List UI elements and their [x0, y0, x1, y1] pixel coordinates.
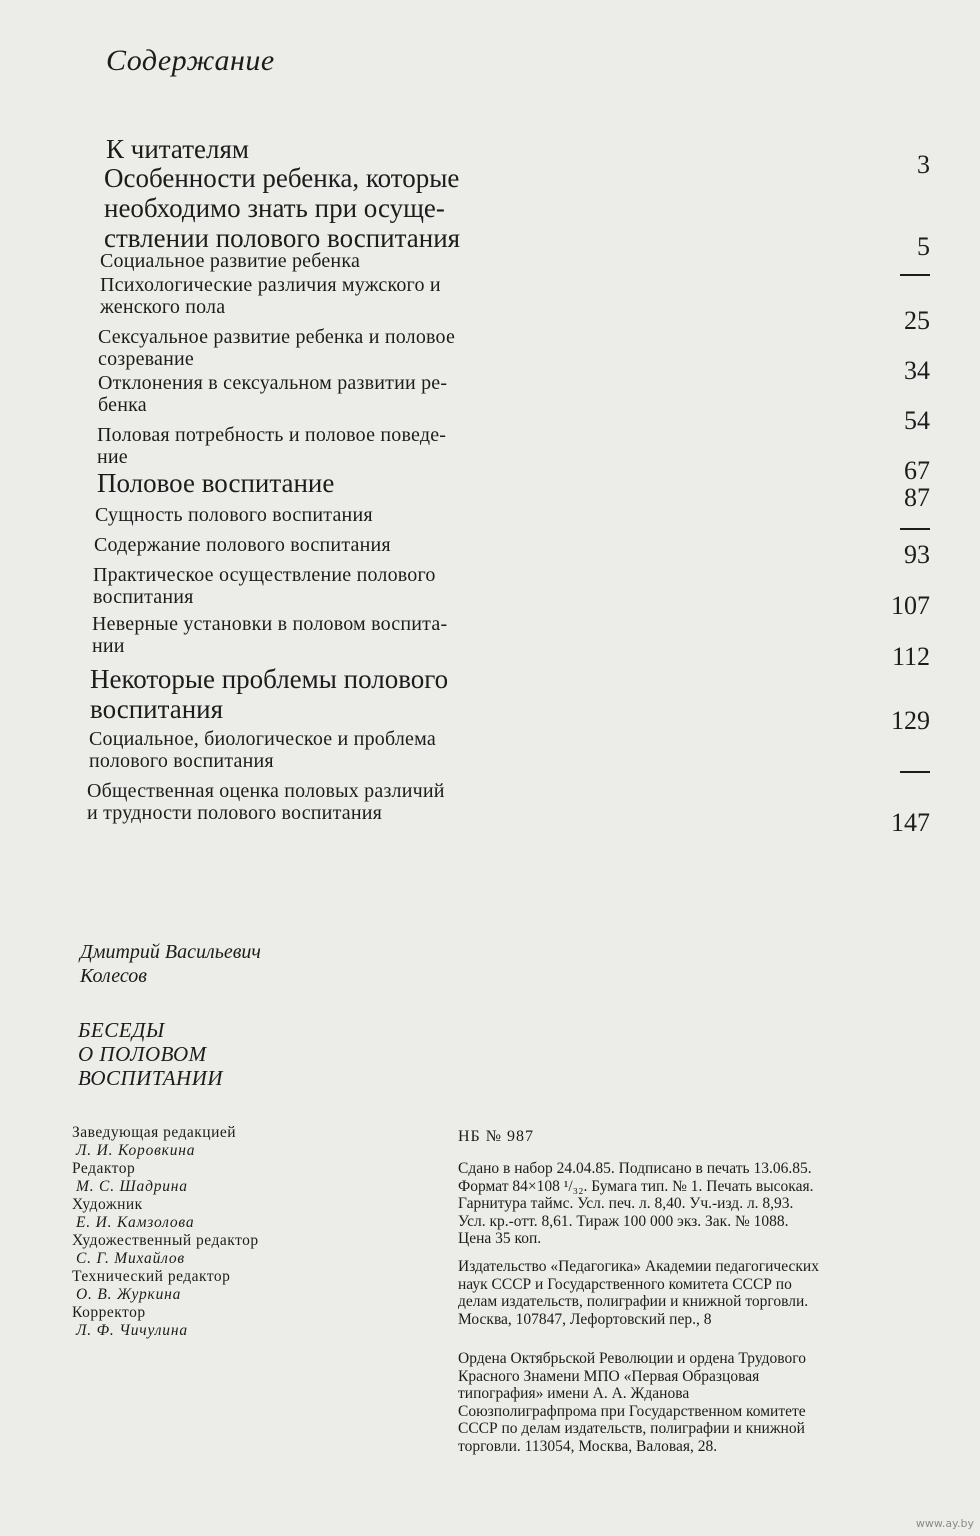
- toc-title: Содержание: [106, 44, 275, 77]
- toc-page-number: 5: [917, 232, 930, 261]
- toc-entry-title: [97, 424, 446, 468]
- toc-page-number: 107: [891, 591, 930, 620]
- toc-page-number: 93: [904, 540, 930, 569]
- toc-entry-line: ствлении полового воспитания: [104, 223, 461, 253]
- staff-person: Е. И. Камзолова: [76, 1214, 195, 1231]
- toc-entry-title: [90, 664, 448, 724]
- toc-page-number: 3: [917, 150, 930, 179]
- printer-block: [458, 1350, 806, 1455]
- toc-entry-line: Отклонения в сексуальном развитии ре-: [98, 372, 448, 394]
- toc-entry-line: Содержание полового воспитания: [94, 534, 391, 556]
- book-title-line: БЕСЕДЫ: [78, 1018, 165, 1042]
- staff-person: О. В. Журкина: [76, 1286, 182, 1303]
- imprint-line: Сдано в набор 24.04.85. Подписано в печать 13.06.85.: [458, 1160, 812, 1177]
- book-title-line: О ПОЛОВОМ: [78, 1042, 207, 1066]
- imprint-line: Ордена Октябрьской Революции и ордена Трудового: [458, 1350, 806, 1367]
- toc-entry-line: нии: [92, 635, 125, 657]
- toc-entry-line: женского пола: [100, 296, 226, 318]
- toc-entry-title: [93, 564, 436, 608]
- imprint-line: Москва, 107847, Лефортовский пер., 8: [458, 1310, 712, 1328]
- toc-entry-line: Социальное, биологическое и проблема: [89, 728, 436, 750]
- toc-entry-line: Половое воспитание: [97, 468, 335, 498]
- toc-entry-line: созревание: [98, 348, 194, 370]
- toc-entry-title: [98, 326, 455, 370]
- toc-page-number: 129: [891, 706, 930, 735]
- toc-entry-line: Неверные установки в половом воспита-: [92, 613, 448, 635]
- toc-entry-line: К читателям: [106, 134, 249, 164]
- staff-person: Л. И. Коровкина: [76, 1142, 196, 1159]
- toc-page-number: 54: [904, 406, 930, 435]
- toc-entry-title: [100, 274, 441, 318]
- toc-page-number: 87: [904, 483, 930, 512]
- toc-entry-line: Психологические различия мужского и: [100, 274, 441, 296]
- imprint-line: Гарнитура таймс. Усл. печ. л. 8,40. Уч.-изд. л. 8,93.: [458, 1195, 794, 1212]
- author-name: [80, 940, 261, 988]
- imprint-line: Красного Знамени МПО «Первая Образцовая: [458, 1367, 760, 1385]
- toc-page-number: 34: [904, 356, 930, 385]
- toc-entry-line: Половая потребность и половое поведе-: [97, 424, 447, 446]
- imprint-line: Издательство «Педагогика» Академии педагогических: [458, 1258, 819, 1275]
- toc-entry-title: [95, 504, 373, 526]
- toc-entry-title: [104, 163, 460, 253]
- toc-entry-line: полового воспитания: [89, 750, 274, 772]
- toc-entry-title: [97, 468, 334, 498]
- staff-role: Корректор: [72, 1304, 146, 1321]
- nb-number: НБ № 987: [458, 1128, 535, 1145]
- imprint-line: Союзполиграфпрома при Государственном комитете: [458, 1402, 806, 1420]
- imprint-line: типография» имени А. А. Жданова: [458, 1385, 690, 1402]
- imprint-line: торговли. 113054, Москва, Валовая, 28.: [458, 1437, 718, 1455]
- staff-role: Художественный редактор: [72, 1232, 259, 1249]
- toc-entry-line: воспитания: [93, 586, 194, 608]
- toc-entry-title: [89, 728, 436, 772]
- toc-entry-title: [106, 134, 249, 164]
- toc-page-dash: [900, 771, 930, 773]
- toc-entry-line: бенка: [98, 394, 147, 416]
- toc-entry-title: [87, 780, 445, 824]
- imprint-line: СССР по делам издательств, полиграфии и книжной: [458, 1420, 805, 1437]
- staff-person: М. С. Шадрина: [76, 1178, 188, 1195]
- imprint-line: Формат 84×108 ¹/₃₂. Бумага тип. № 1. Печать высокая.: [458, 1177, 814, 1195]
- print-info-block: [458, 1160, 813, 1248]
- toc-entry-line: Общественная оценка половых различий: [87, 780, 445, 802]
- staff-role: Художник: [72, 1196, 143, 1213]
- book-title-line: ВОСПИТАНИИ: [78, 1066, 224, 1090]
- toc-page-number: 67: [904, 456, 930, 485]
- imprint-line: делам издательств, полиграфии и книжной торговли.: [458, 1293, 809, 1310]
- toc-entry-line: Сущность полового воспитания: [95, 504, 373, 526]
- staff-role: Технический редактор: [72, 1268, 231, 1285]
- toc-page-number: 147: [891, 808, 930, 837]
- imprint-line: Усл. кр.-отт. 8,61. Тираж 100 000 экз. Зак. № 1088.: [458, 1212, 789, 1230]
- publisher-block: [458, 1258, 819, 1328]
- toc-entry-line: Социальное развитие ребенка: [100, 250, 361, 272]
- toc-entry-title: [100, 250, 360, 272]
- author-line: Колесов: [80, 965, 147, 987]
- toc-entry-title: [92, 613, 447, 657]
- staff-person: С. Г. Михайлов: [76, 1250, 185, 1267]
- staff-credits: [72, 1124, 259, 1340]
- staff-role: Заведующая редакцией: [72, 1124, 237, 1141]
- toc-page-number: 112: [891, 642, 930, 671]
- toc-page-number: 25: [904, 306, 930, 335]
- staff-person: Л. Ф. Чичулина: [76, 1322, 188, 1339]
- watermark: www.ay.by: [915, 1517, 974, 1530]
- toc-entry-line: Некоторые проблемы полового: [90, 664, 449, 694]
- toc-entry-line: ние: [97, 446, 128, 468]
- imprint-line: Цена 35 коп.: [458, 1230, 542, 1247]
- book-title: [78, 1018, 223, 1090]
- toc-entry-line: Особенности ребенка, которые: [104, 163, 460, 193]
- imprint-line: наук СССР и Государственного комитета СССР по: [458, 1275, 792, 1293]
- toc-entry-line: Сексуальное развитие ребенка и половое: [98, 326, 456, 348]
- toc-entry-title: [94, 534, 391, 556]
- staff-role: Редактор: [72, 1160, 136, 1177]
- author-line: Дмитрий Васильевич: [80, 941, 261, 963]
- toc-page-dash: [900, 528, 930, 530]
- toc-entry-title: [98, 372, 447, 416]
- toc-page-dash: [900, 274, 930, 276]
- toc-entry-line: воспитания: [90, 694, 224, 724]
- toc-entry-line: Практическое осуществление полового: [93, 564, 436, 586]
- toc-entry-line: и трудности полового воспитания: [87, 802, 383, 824]
- toc-entry-line: необходимо знать при осуще-: [104, 193, 445, 223]
